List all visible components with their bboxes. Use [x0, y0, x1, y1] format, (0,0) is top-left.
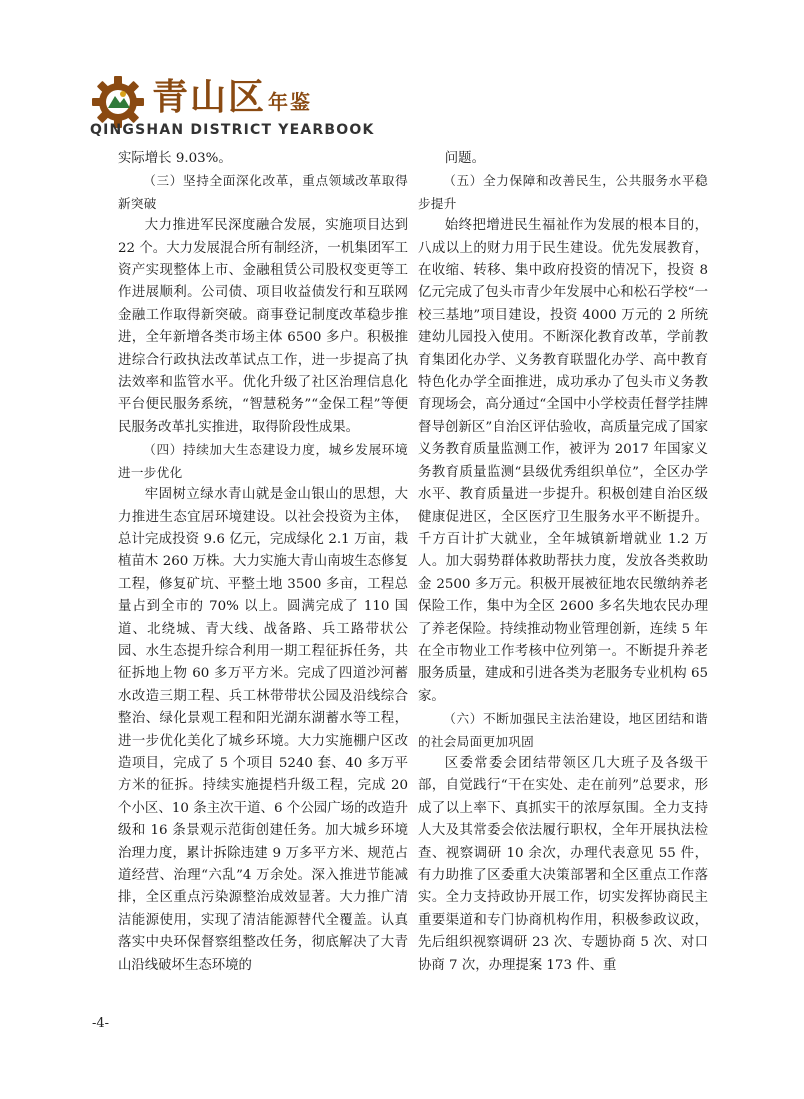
section-heading: （三）坚持全面深化改革，重点领域改革取得新突破 [118, 173, 408, 211]
left-text-column [118, 148, 408, 977]
body-paragraph: 大力推进军民深度融合发展，实施项目达到 22 个。大力发展混合所有制经济，一机集团军工资产实现整体上市、金融租赁公司股权变更等工作进展顺利。公司债、项目收益债发行和互联网金融工作取得新突破。商事登记制度改革稳步推进，全年新增各类市场主体 6500 多户。积极推进综合行政执法改革试点工作，进一步提高了执法效率和监管水平。优化升级了社区治理信息化平台便民服务系统，“智慧税务”“金保工程”等便民服务改革扎实推进，取得阶段性成果。 [118, 218, 408, 435]
section-heading: （四）持续加大生态建设力度，城乡发展环境进一步优化 [118, 442, 408, 480]
page-number: -4- [92, 1016, 110, 1031]
body-paragraph: 区委常委会团结带领区几大班子及各级干部，自觉践行“干在实处、走在前列”总要求，形成了以上率下、真抓实干的浓厚氛围。全力支持人大及其常委会依法履行职权，全年开展执法检查、视察调研 10 余次，办理代表意见 55 件，有力助推了区委重大决策部署和全区重点工作落实。全力支持政协开展工作，切实发挥协商民主重要渠道和专门协商机构作用，积极参政议政，先后组织视察调研 23 次、专题协商 5 次、对口协商 7 次，办理提案 173 件、重 [418, 755, 708, 973]
body-paragraph: 问题。 [444, 151, 485, 166]
body-paragraph: 实际增长 9.03%。 [118, 151, 232, 166]
body-paragraph: 牢固树立绿水青山就是金山银山的思想，大力推进生态宜居环境建设。以社会投资为主体，总计完成投资 9.6 亿元，完成绿化 2.1 万亩，栽植苗木 260 万株。大力实施大青山南坡生态修复工程，修复矿坑、平整土地 3500 多亩，工程总量占到全市的 70% 以上。圆满完成了 110 国道、北绕城、青大线、战备路、兵工路带状公园、水生态提升综合利用一期工程征拆任务，共征拆地上物 60 多万平方米。完成了四道沙河蓄水改造三期工程、兵工林带带状公园及沿线综合整治、绿化景观工程和阳光湖东湖蓄水等工程，进一步优化美化了城乡环境。大力实施棚户区改造项目，完成了 5 个项目 5240 套、40 多万平方米的征拆。持续实施提档升级工程，完成 20 个小区、10 条主次干道、6 个公园广场的改造升级和 16 条景观示范街创建任务。加大城乡环境治理力度，累计拆除违建 9 万多平方米、规范占道经营、治理“六乱”4 万余处。深入推进节能减排，全区重点污染源整治成效显著。大力推广清洁能源使用，实现了清洁能源替代全覆盖。认真落实中央环保督察组整改任务，彻底解决了大青山沿线破坏生态环境的 [118, 487, 408, 973]
section-heading: （五）全力保障和改善民生，公共服务水平稳步提升 [418, 173, 708, 211]
right-text-column [418, 148, 708, 977]
section-heading: （六）不断加强民主法治建设，地区团结和谐的社会局面更加巩固 [418, 711, 708, 749]
yearbook-title-suffix: 年鉴 [268, 90, 313, 114]
body-paragraph: 始终把增进民生福祉作为发展的根本目的，八成以上的财力用于民生建设。优先发展教育，在收缩、转移、集中政府投资的情况下，投资 8 亿元完成了包头市青少年发展中心和松石学校“一校三基地”项目建设，投资 4000 万元的 2 所统建幼儿园投入使用。不断深化教育改革，学前教育集团化办学、义务教育联盟化办学、高中教育特色化办学全面推进，成功承办了包头市义务教育现场会，高分通过“全国中小学校责任督学挂牌督导创新区”自治区评估验收，高质量完成了国家义务教育质量监测工作，被评为 2017 年国家义务教育质量监测“县级优秀组织单位”，全区办学水平、教育质量进一步提升。积极创建自治区级健康促进区，全区医疗卫生服务水平不断提升。千方百计扩大就业，全年城镇新增就业 1.2 万人。加大弱势群体救助帮扶力度，发放各类救助金 2500 多万元。积极开展被征地农民缴纳养老保险工作，集中为全区 2600 多名失地农民办理了养老保险。持续推动物业管理创新，连续 5 年在全市物业工作考核中位列第一。不断提升养老服务质量，建成和引进各类为老服务专业机构 65 家。 [418, 218, 708, 704]
yearbook-header [90, 62, 730, 152]
yearbook-subtitle: QINGSHAN DISTRICT YEARBOOK [90, 122, 375, 138]
yearbook-title: 青山区 年鉴 [152, 77, 313, 118]
